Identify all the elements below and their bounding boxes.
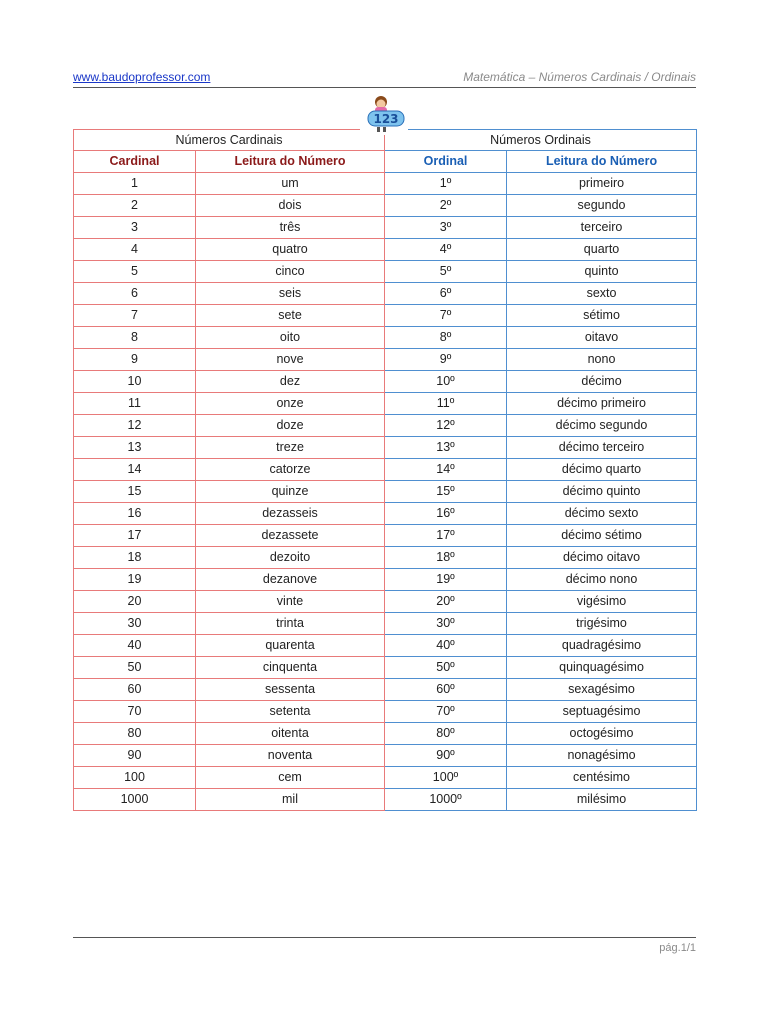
table-row	[74, 195, 697, 217]
ordinal-reading-cell: septuagésimo	[507, 701, 697, 723]
cardinal-cell: 100	[74, 767, 196, 789]
page-number: pág.1/1	[659, 942, 696, 954]
cardinal-cell: 30	[74, 613, 196, 635]
table-row	[74, 525, 697, 547]
cardinal-reading-cell: seis	[196, 283, 385, 305]
cardinal-section-title: Números Cardinais	[74, 130, 385, 151]
page-footer	[73, 937, 696, 954]
ordinal-cell: 50º	[385, 657, 507, 679]
table-row	[74, 591, 697, 613]
cardinal-cell: 13	[74, 437, 196, 459]
cardinal-cell: 50	[74, 657, 196, 679]
table-row	[74, 283, 697, 305]
table-row	[74, 217, 697, 239]
cardinal-cell: 14	[74, 459, 196, 481]
ordinal-cell: 1º	[385, 173, 507, 195]
table-row	[74, 371, 697, 393]
cardinal-reading-cell: onze	[196, 393, 385, 415]
ordinal-cell: 5º	[385, 261, 507, 283]
table-row	[74, 767, 697, 789]
cardinal-reading-cell: setenta	[196, 701, 385, 723]
cardinal-cell: 1	[74, 173, 196, 195]
cardinal-reading-cell: quatro	[196, 239, 385, 261]
cardinal-cell: 90	[74, 745, 196, 767]
ordinal-reading-cell: décimo	[507, 371, 697, 393]
table-row	[74, 701, 697, 723]
child-with-123-logo-icon	[360, 95, 408, 135]
cardinal-reading-cell: dezasseis	[196, 503, 385, 525]
ordinal-reading-cell: vigésimo	[507, 591, 697, 613]
column-header-row	[74, 151, 697, 173]
numbers-table	[73, 129, 697, 811]
cardinal-cell: 40	[74, 635, 196, 657]
cardinal-reading-cell: vinte	[196, 591, 385, 613]
cardinal-reading-cell: dois	[196, 195, 385, 217]
cardinal-reading-cell: oitenta	[196, 723, 385, 745]
ordinal-reading-cell: quadragésimo	[507, 635, 697, 657]
ordinal-cell: 18º	[385, 547, 507, 569]
document-subject: Matemática – Números Cardinais / Ordinais	[463, 70, 696, 84]
cardinal-cell: 3	[74, 217, 196, 239]
table-row	[74, 437, 697, 459]
table-row	[74, 613, 697, 635]
col-header-ordinal: Ordinal	[385, 151, 507, 173]
ordinal-cell: 80º	[385, 723, 507, 745]
cardinal-cell: 1000	[74, 789, 196, 811]
ordinal-cell: 17º	[385, 525, 507, 547]
table-row	[74, 261, 697, 283]
table-row	[74, 635, 697, 657]
table-row	[74, 503, 697, 525]
cardinal-reading-cell: nove	[196, 349, 385, 371]
logo-text: 123	[373, 112, 399, 126]
cardinal-cell: 2	[74, 195, 196, 217]
ordinal-reading-cell: terceiro	[507, 217, 697, 239]
ordinal-cell: 20º	[385, 591, 507, 613]
cardinal-reading-cell: treze	[196, 437, 385, 459]
cardinal-cell: 80	[74, 723, 196, 745]
ordinal-cell: 19º	[385, 569, 507, 591]
table-row	[74, 657, 697, 679]
cardinal-cell: 70	[74, 701, 196, 723]
cardinal-reading-cell: sete	[196, 305, 385, 327]
table-row	[74, 393, 697, 415]
ordinal-cell: 13º	[385, 437, 507, 459]
table-row	[74, 327, 697, 349]
ordinal-reading-cell: milésimo	[507, 789, 697, 811]
ordinal-cell: 2º	[385, 195, 507, 217]
ordinal-reading-cell: sexto	[507, 283, 697, 305]
cardinal-reading-cell: doze	[196, 415, 385, 437]
cardinal-cell: 11	[74, 393, 196, 415]
ordinal-reading-cell: décimo nono	[507, 569, 697, 591]
cardinal-reading-cell: um	[196, 173, 385, 195]
ordinal-cell: 40º	[385, 635, 507, 657]
ordinal-cell: 100º	[385, 767, 507, 789]
table-row	[74, 481, 697, 503]
cardinal-reading-cell: trinta	[196, 613, 385, 635]
ordinal-reading-cell: nonagésimo	[507, 745, 697, 767]
table-row	[74, 723, 697, 745]
ordinal-cell: 4º	[385, 239, 507, 261]
ordinal-reading-cell: quinquagésimo	[507, 657, 697, 679]
cardinal-reading-cell: cinco	[196, 261, 385, 283]
table-row	[74, 349, 697, 371]
table-row	[74, 305, 697, 327]
ordinal-reading-cell: octogésimo	[507, 723, 697, 745]
cardinal-reading-cell: cinquenta	[196, 657, 385, 679]
ordinal-cell: 12º	[385, 415, 507, 437]
ordinal-reading-cell: centésimo	[507, 767, 697, 789]
cardinal-cell: 16	[74, 503, 196, 525]
ordinal-reading-cell: quarto	[507, 239, 697, 261]
cardinal-reading-cell: quarenta	[196, 635, 385, 657]
cardinal-cell: 10	[74, 371, 196, 393]
ordinal-reading-cell: décimo quarto	[507, 459, 697, 481]
ordinal-cell: 90º	[385, 745, 507, 767]
ordinal-cell: 10º	[385, 371, 507, 393]
ordinal-cell: 1000º	[385, 789, 507, 811]
table-row	[74, 459, 697, 481]
ordinal-reading-cell: trigésimo	[507, 613, 697, 635]
ordinal-reading-cell: oitavo	[507, 327, 697, 349]
cardinal-cell: 18	[74, 547, 196, 569]
cardinal-cell: 7	[74, 305, 196, 327]
cardinal-reading-cell: dezanove	[196, 569, 385, 591]
cardinal-cell: 8	[74, 327, 196, 349]
col-header-ordinal-reading: Leitura do Número	[507, 151, 697, 173]
ordinal-reading-cell: décimo terceiro	[507, 437, 697, 459]
cardinal-cell: 15	[74, 481, 196, 503]
cardinal-cell: 6	[74, 283, 196, 305]
cardinal-reading-cell: oito	[196, 327, 385, 349]
cardinal-reading-cell: dez	[196, 371, 385, 393]
table-row	[74, 547, 697, 569]
ordinal-cell: 8º	[385, 327, 507, 349]
table-row	[74, 745, 697, 767]
ordinal-cell: 11º	[385, 393, 507, 415]
ordinal-reading-cell: décimo oitavo	[507, 547, 697, 569]
table-row	[74, 569, 697, 591]
cardinal-reading-cell: noventa	[196, 745, 385, 767]
ordinal-reading-cell: décimo sétimo	[507, 525, 697, 547]
ordinal-reading-cell: primeiro	[507, 173, 697, 195]
ordinal-reading-cell: décimo quinto	[507, 481, 697, 503]
ordinal-reading-cell: sétimo	[507, 305, 697, 327]
cardinal-cell: 20	[74, 591, 196, 613]
site-link[interactable]: www.baudoprofessor.com	[73, 70, 211, 84]
page-header	[73, 70, 696, 88]
ordinal-section-title: Números Ordinais	[385, 130, 697, 151]
cardinal-reading-cell: quinze	[196, 481, 385, 503]
ordinal-cell: 30º	[385, 613, 507, 635]
ordinal-reading-cell: quinto	[507, 261, 697, 283]
ordinal-cell: 16º	[385, 503, 507, 525]
ordinal-cell: 3º	[385, 217, 507, 239]
cardinal-cell: 19	[74, 569, 196, 591]
cardinal-reading-cell: dezoito	[196, 547, 385, 569]
ordinal-reading-cell: décimo sexto	[507, 503, 697, 525]
cardinal-cell: 9	[74, 349, 196, 371]
ordinal-cell: 60º	[385, 679, 507, 701]
cardinal-cell: 12	[74, 415, 196, 437]
table-row	[74, 173, 697, 195]
ordinal-reading-cell: sexagésimo	[507, 679, 697, 701]
cardinal-reading-cell: três	[196, 217, 385, 239]
cardinal-cell: 60	[74, 679, 196, 701]
ordinal-cell: 7º	[385, 305, 507, 327]
cardinal-cell: 17	[74, 525, 196, 547]
ordinal-reading-cell: segundo	[507, 195, 697, 217]
cardinal-cell: 5	[74, 261, 196, 283]
cardinal-reading-cell: sessenta	[196, 679, 385, 701]
table-row	[74, 415, 697, 437]
ordinal-cell: 9º	[385, 349, 507, 371]
table-row	[74, 789, 697, 811]
cardinal-reading-cell: cem	[196, 767, 385, 789]
cardinal-reading-cell: catorze	[196, 459, 385, 481]
cardinal-reading-cell: mil	[196, 789, 385, 811]
table-row	[74, 679, 697, 701]
ordinal-cell: 70º	[385, 701, 507, 723]
ordinal-reading-cell: décimo segundo	[507, 415, 697, 437]
ordinal-cell: 14º	[385, 459, 507, 481]
table-row	[74, 239, 697, 261]
col-header-cardinal: Cardinal	[74, 151, 196, 173]
ordinal-cell: 6º	[385, 283, 507, 305]
ordinal-reading-cell: nono	[507, 349, 697, 371]
cardinal-cell: 4	[74, 239, 196, 261]
ordinal-cell: 15º	[385, 481, 507, 503]
cardinal-reading-cell: dezassete	[196, 525, 385, 547]
col-header-cardinal-reading: Leitura do Número	[196, 151, 385, 173]
ordinal-reading-cell: décimo primeiro	[507, 393, 697, 415]
